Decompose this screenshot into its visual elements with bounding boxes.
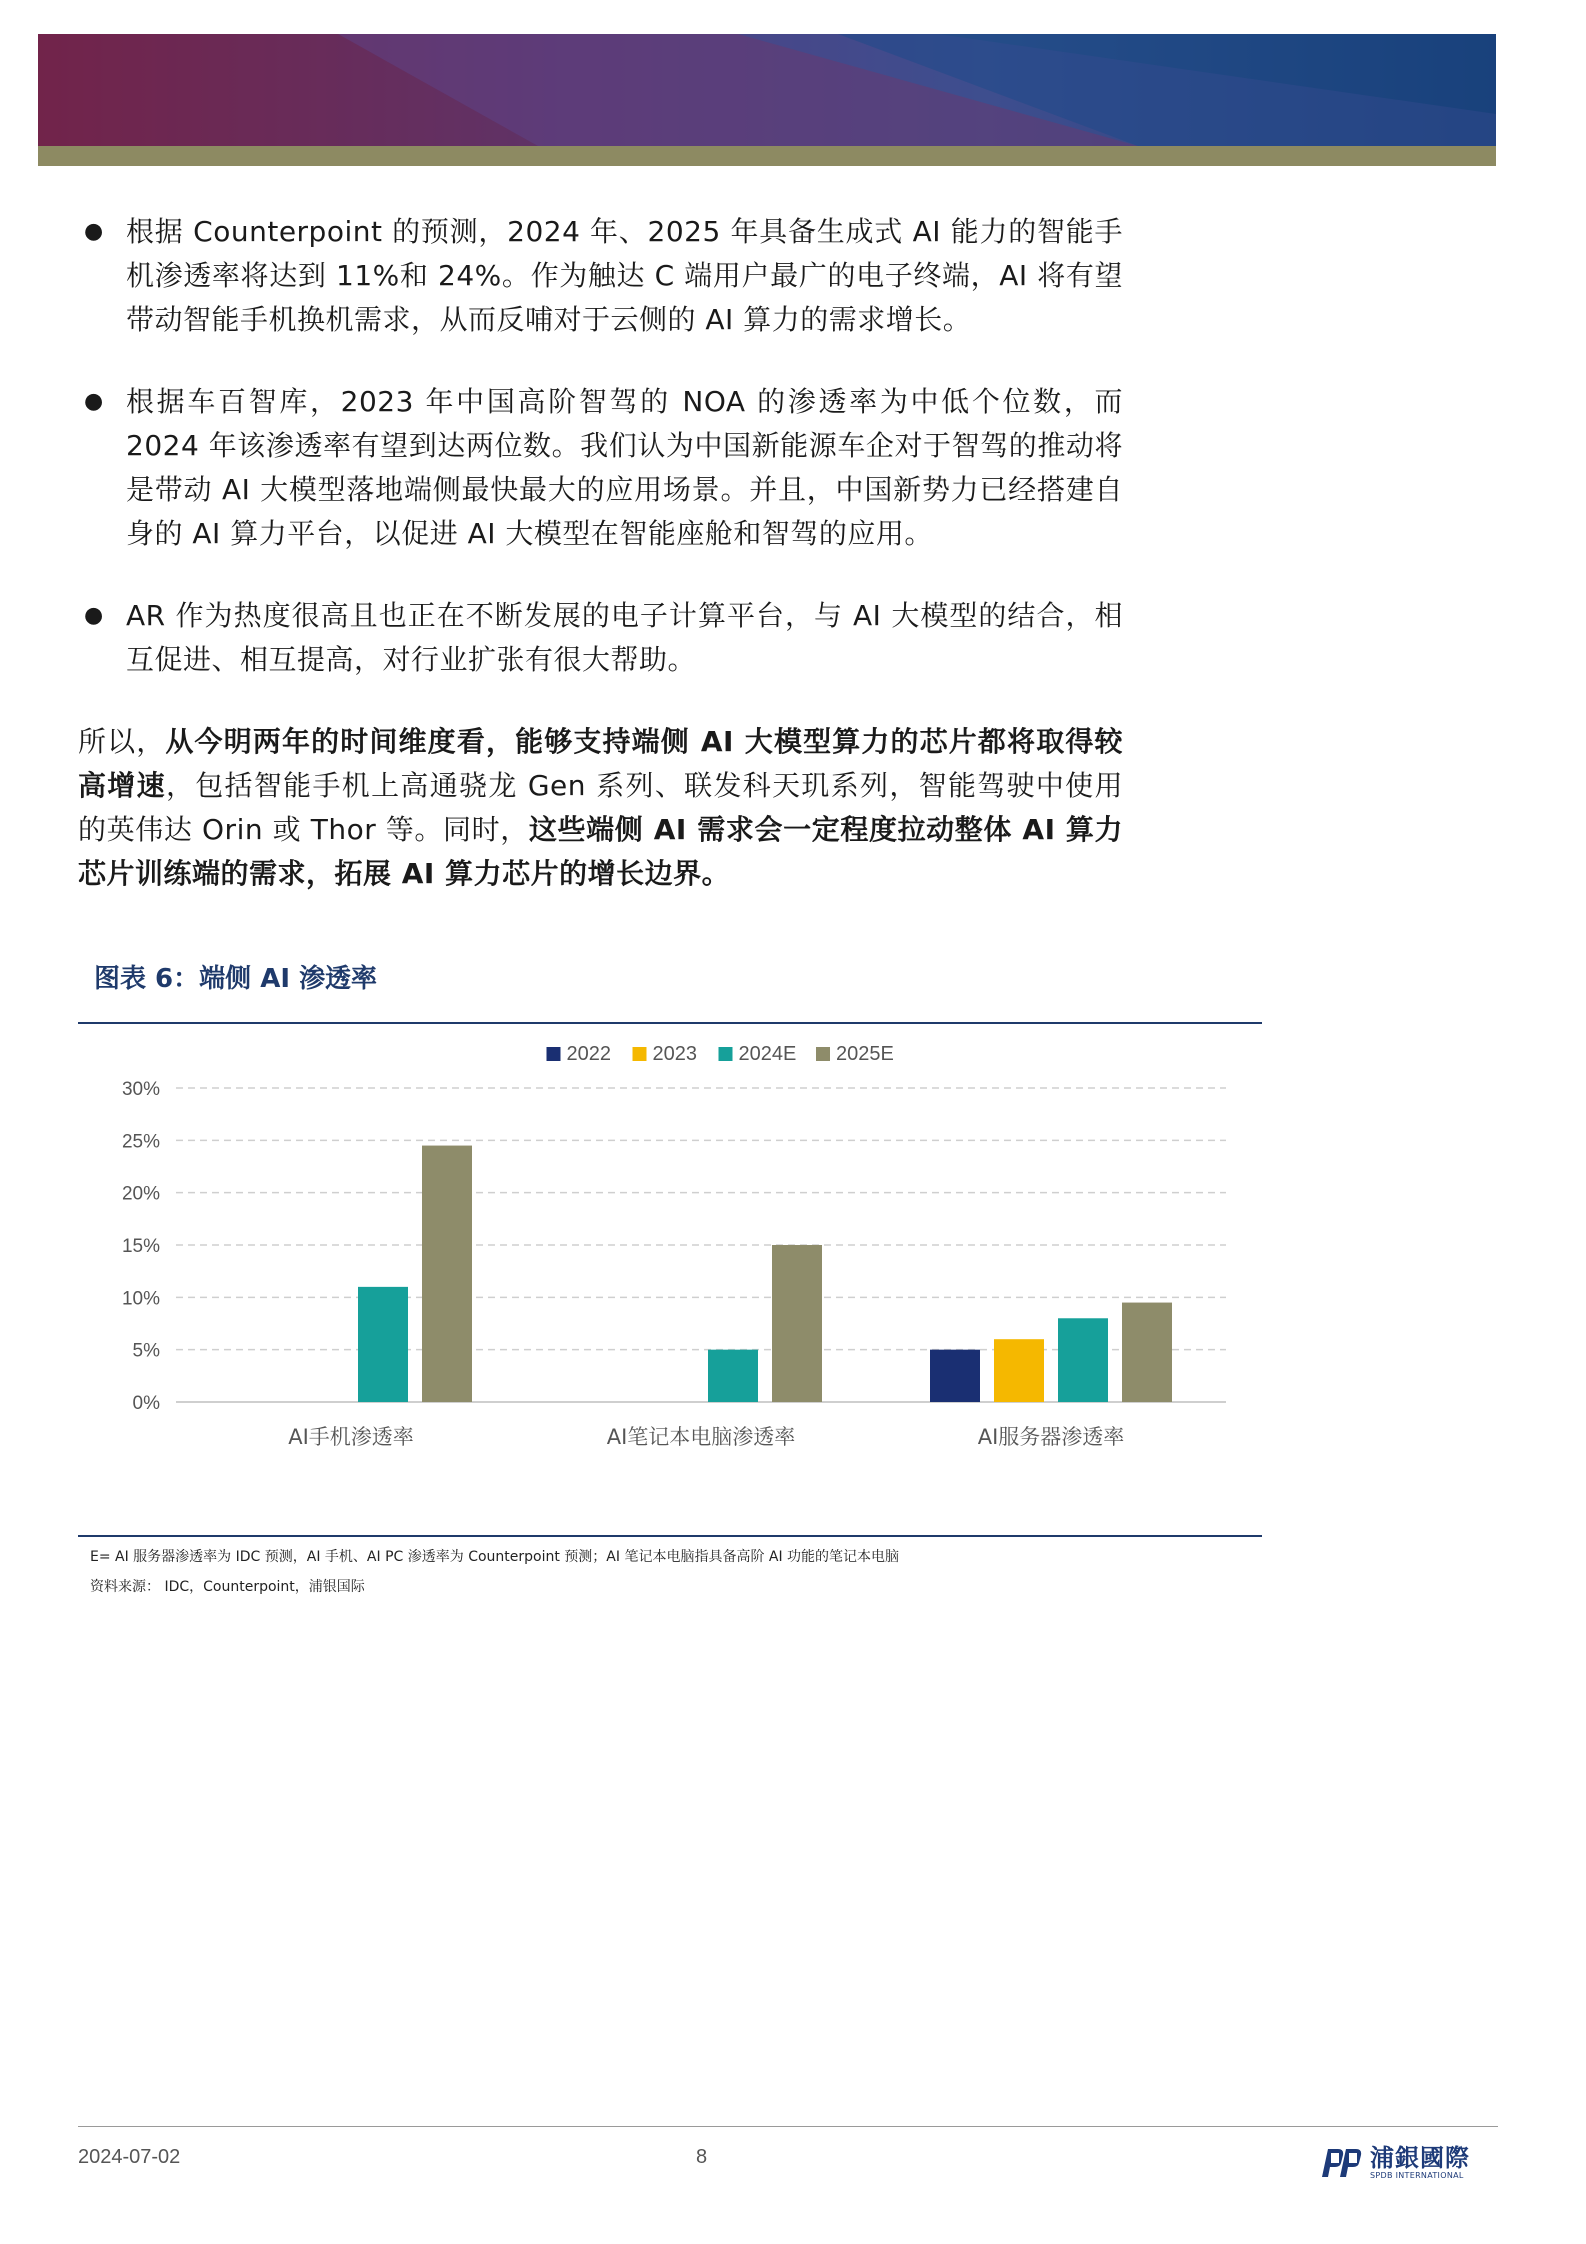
figure-title (94, 958, 377, 995)
y-tick-label: 15% (121, 1236, 160, 1257)
y-tick-label: 30% (121, 1079, 160, 1100)
bullet-item (78, 380, 1123, 556)
summary-text: 所以， (78, 725, 166, 758)
y-tick-label: 10% (121, 1288, 160, 1310)
bullet-text: 根据 Counterpoint 的预测，2024 年、2025 年具备生成式 AI 能力的智能手机渗透率将达到 11%和 24%。作为触达 C 端用户最广的电子终端，AI 将有望带动智能手机换机需求，从而反哺对于云侧的 AI 算力的需求增长。 (126, 215, 1123, 336)
summary-text: ，包括智能手机上高通骁龙 Gen 系列、联发科天玑系列，智能驾驶中使用的英伟达 Orin 或 Thor 等。同时， (78, 769, 1123, 846)
page-number: 8 (696, 2146, 708, 2168)
figure-label: 图表 6： (94, 964, 200, 994)
legend-swatch (719, 1047, 733, 1061)
header-banner (38, 34, 1496, 146)
footer-date: 2024-07-02 (78, 2146, 181, 2168)
y-tick-label: 20% (121, 1183, 160, 1205)
bar-2025E (772, 1245, 822, 1402)
legend-label: 2023 (652, 1043, 697, 1065)
figure-top-rule (78, 1022, 1262, 1024)
legend-swatch (816, 1047, 830, 1061)
y-tick-label: 0% (132, 1393, 160, 1414)
figure-note: E= AI 服务器渗透率为 IDC 预测，AI 手机、AI PC 渗透率为 Counterpoint 预测；AI 笔记本电脑指具备高阶 AI 功能的笔记本电脑 (90, 1549, 900, 1565)
figure-title-text: 端侧 AI 渗透率 (199, 964, 378, 994)
bar-2025E (422, 1146, 472, 1402)
bullet-text: AR 作为热度很高且也正在不断发展的电子计算平台，与 AI 大模型的结合，相互促进、相互提高，对行业扩张有很大帮助。 (126, 599, 1123, 676)
summary-bold: 这些端侧 AI 需求会一定程度拉动整体 AI 算力芯片训练端的需求，拓展 AI 算力芯片的增长边界。 (78, 813, 1124, 890)
bullet-dot-icon: ● (84, 219, 104, 244)
bar-2022 (930, 1350, 980, 1402)
legend-swatch (633, 1047, 647, 1061)
logo-name-cn: 浦銀國際 (1370, 2144, 1470, 2172)
x-category-label: AI手机渗透率 (288, 1425, 414, 1449)
bar-2024E (708, 1350, 758, 1402)
y-tick-label: 25% (121, 1131, 160, 1153)
figure-bottom-rule (78, 1535, 1262, 1537)
bullet-text: 根据车百智库，2023 年中国高阶智驾的 NOA 的渗透率为中低个位数，而 2024 年该渗透率有望到达两位数。我们认为中国新能源车企对于智驾的推动将是带动 AI 大模型落地端侧最快最大的应用场景。并且，中国新势力已经搭建自身的 AI 算力平台，以促进 AI 大模型在智能座舱和智驾的应用。 (126, 385, 1123, 550)
bullet-dot-icon: ● (84, 389, 104, 414)
header-stripe (38, 146, 1496, 166)
legend-label: 2024E (738, 1043, 797, 1065)
legend-label: 2022 (566, 1043, 611, 1065)
legend-label: 2025E (836, 1043, 894, 1065)
logo-mark-icon (1318, 2143, 1364, 2183)
x-category-label: AI服务器渗透率 (977, 1425, 1125, 1449)
summary-bold: 从今明两年的时间维度看，能够支持端侧 AI 大模型算力的芯片都将取得较高增速 (78, 725, 1123, 802)
bullet-item (78, 210, 1123, 342)
legend-swatch (547, 1047, 561, 1061)
bar-chart (78, 1026, 1262, 1531)
bar-2024E (1058, 1318, 1108, 1402)
bullet-dot-icon: ● (84, 603, 104, 628)
banner-decoration (38, 34, 1496, 146)
bar-2024E (358, 1287, 408, 1402)
figure-source: 资料来源： IDC，Counterpoint，浦银国际 (90, 1579, 365, 1595)
footer-rule (78, 2126, 1498, 2127)
company-logo (1318, 2140, 1470, 2186)
x-category-label: AI笔记本电脑渗透率 (606, 1425, 796, 1449)
bullet-item (78, 594, 1123, 682)
body-text (78, 210, 1123, 896)
logo-name-en: SPDB INTERNATIONAL (1370, 2171, 1464, 2180)
y-tick-label: 5% (132, 1340, 160, 1362)
bar-2023 (994, 1339, 1044, 1402)
bar-2025E (1122, 1303, 1172, 1402)
summary-paragraph (78, 720, 1123, 896)
